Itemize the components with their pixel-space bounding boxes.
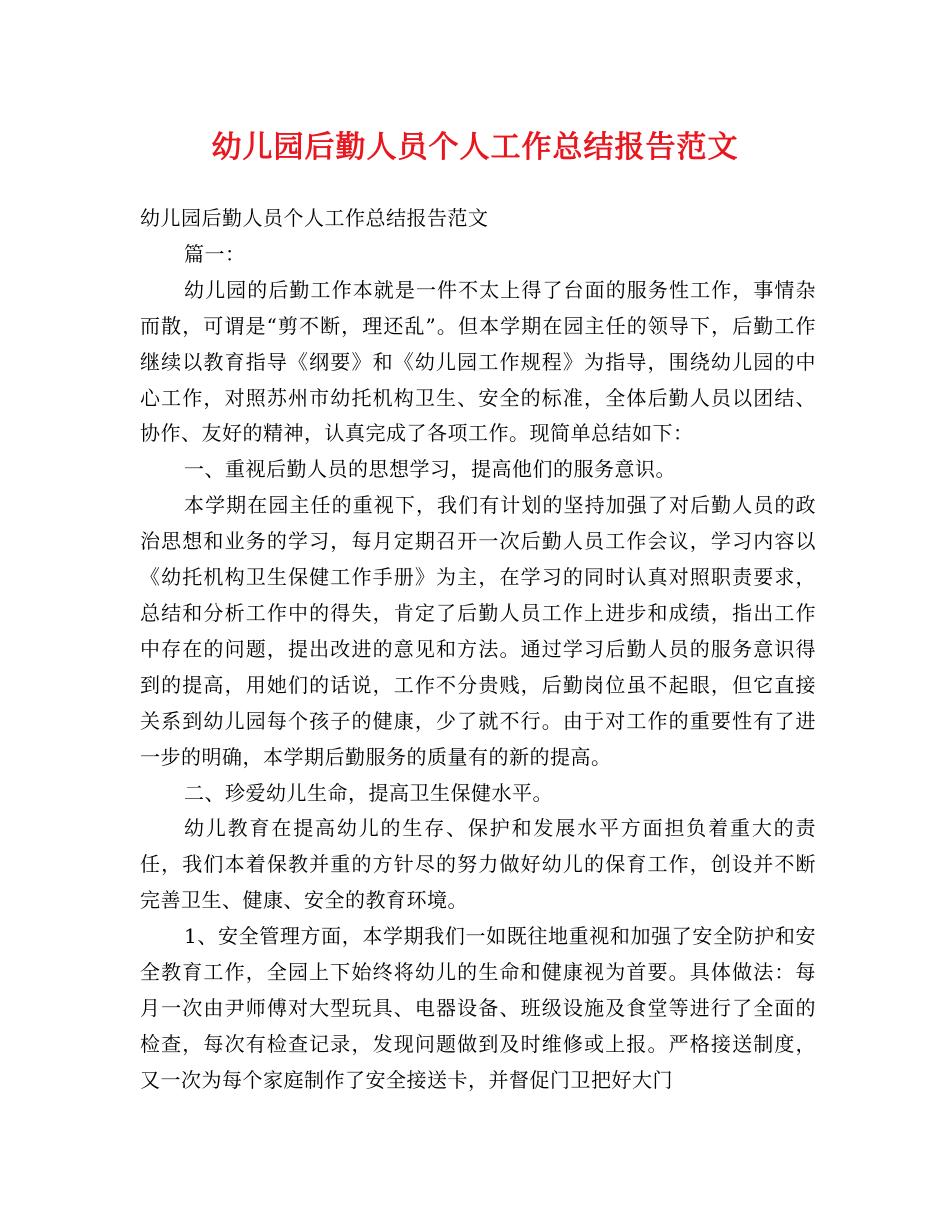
document-body xyxy=(140,201,816,1099)
section-heading: 二、珍爱幼儿生命，提高卫生保健水平。 xyxy=(184,780,553,805)
body-paragraph: 幼儿教育在提高幼儿的生存、保护和发展水平方面担负着重大的责任，我们本着保教并重的方针尽的努力做好幼儿的保育工作，创设并不断完善卫生、健康、安全的教育环境。 xyxy=(140,816,816,913)
body-paragraph: 幼儿园的后勤工作本就是一件不太上得了台面的服务性工作，事情杂而散，可谓是“剪不断，理还乱”。但本学期在园主任的领导下，后勤工作继续以教育指导《纲要》和《幼儿园工作规程》为指导，围绕幼儿园的中心工作，对照苏州市幼托机构卫生、安全的标准，全体后勤人员以团结、协作、友好的精神，认真完成了各项工作。现简单总结如下： xyxy=(140,277,816,446)
section-label: 篇一： xyxy=(184,241,246,266)
section-heading: 一、重视后勤人员的思想学习，提高他们的服务意识。 xyxy=(184,457,676,482)
document-subtitle: 幼儿园后勤人员个人工作总结报告范文 xyxy=(140,206,489,230)
body-paragraph: 本学期在园主任的重视下，我们有计划的坚持加强了对后勤人员的政治思想和业务的学习，每月定期召开一次后勤人员工作会议，学习内容以《幼托机构卫生保健工作手册》为主，在学习的同时认真对照职责要求，总结和分析工作中的得失，肯定了后勤人员工作上进步和成绩，指出工作中存在的问题，提出改进的意见和方法。通过学习后勤人员的服务意识得到的提高，用她们的话说，工作不分贵贱，后勤岗位虽不起眼，但它直接关系到幼儿园每个孩子的健康，少了就不行。由于对工作的重要性有了进一步的明确，本学期后勤服务的质量有的新的提高。 xyxy=(140,493,816,769)
document-title: 幼儿园后勤人员个人工作总结报告范文 xyxy=(211,130,739,165)
body-paragraph: 1、安全管理方面，本学期我们一如既往地重视和加强了安全防护和安全教育工作，全园上下始终将幼儿的生命和健康视为首要。具体做法：每月一次由尹师傅对大型玩具、电器设备、班级设施及食堂等进行了全面的检查，每次有检查记录，发现问题做到及时维修或上报。严格接送制度，又一次为每个家庭制作了安全接送卡，并督促门卫把好大门 xyxy=(140,924,816,1092)
